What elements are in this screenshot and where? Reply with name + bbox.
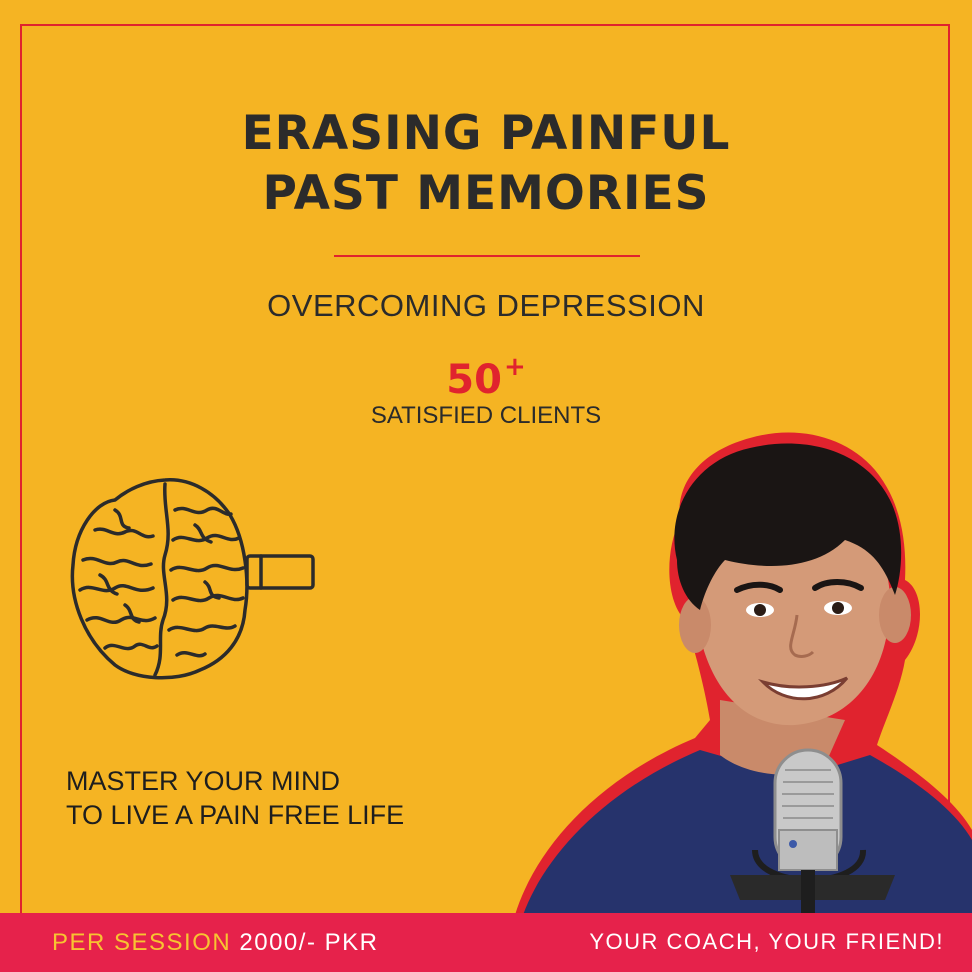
headline-line-2: PAST MEMORIES	[262, 166, 710, 221]
stat-label: SATISFIED CLIENTS	[370, 402, 602, 429]
price-value: 2000/- PKR	[239, 929, 379, 956]
tagline	[66, 764, 404, 832]
stat-number	[0, 352, 972, 403]
slogan: YOUR COACH, YOUR FRIEND!	[589, 929, 944, 954]
price-info	[52, 929, 378, 957]
price-label: PER SESSION	[52, 929, 232, 956]
divider-line	[334, 255, 640, 257]
subtitle: OVERCOMING DEPRESSION	[267, 288, 705, 323]
coach-portrait	[505, 420, 972, 915]
headline-line-1: ERASING PAINFUL	[241, 106, 731, 161]
tagline-line-1: MASTER YOUR MIND	[66, 766, 341, 796]
stat-number-suffix: +	[503, 352, 526, 382]
stat-number-value: 50	[446, 357, 502, 403]
tagline-line-2: TO LIVE A PAIN FREE LIFE	[66, 800, 405, 830]
brain-eraser-icon	[55, 470, 317, 680]
headline	[0, 104, 972, 224]
